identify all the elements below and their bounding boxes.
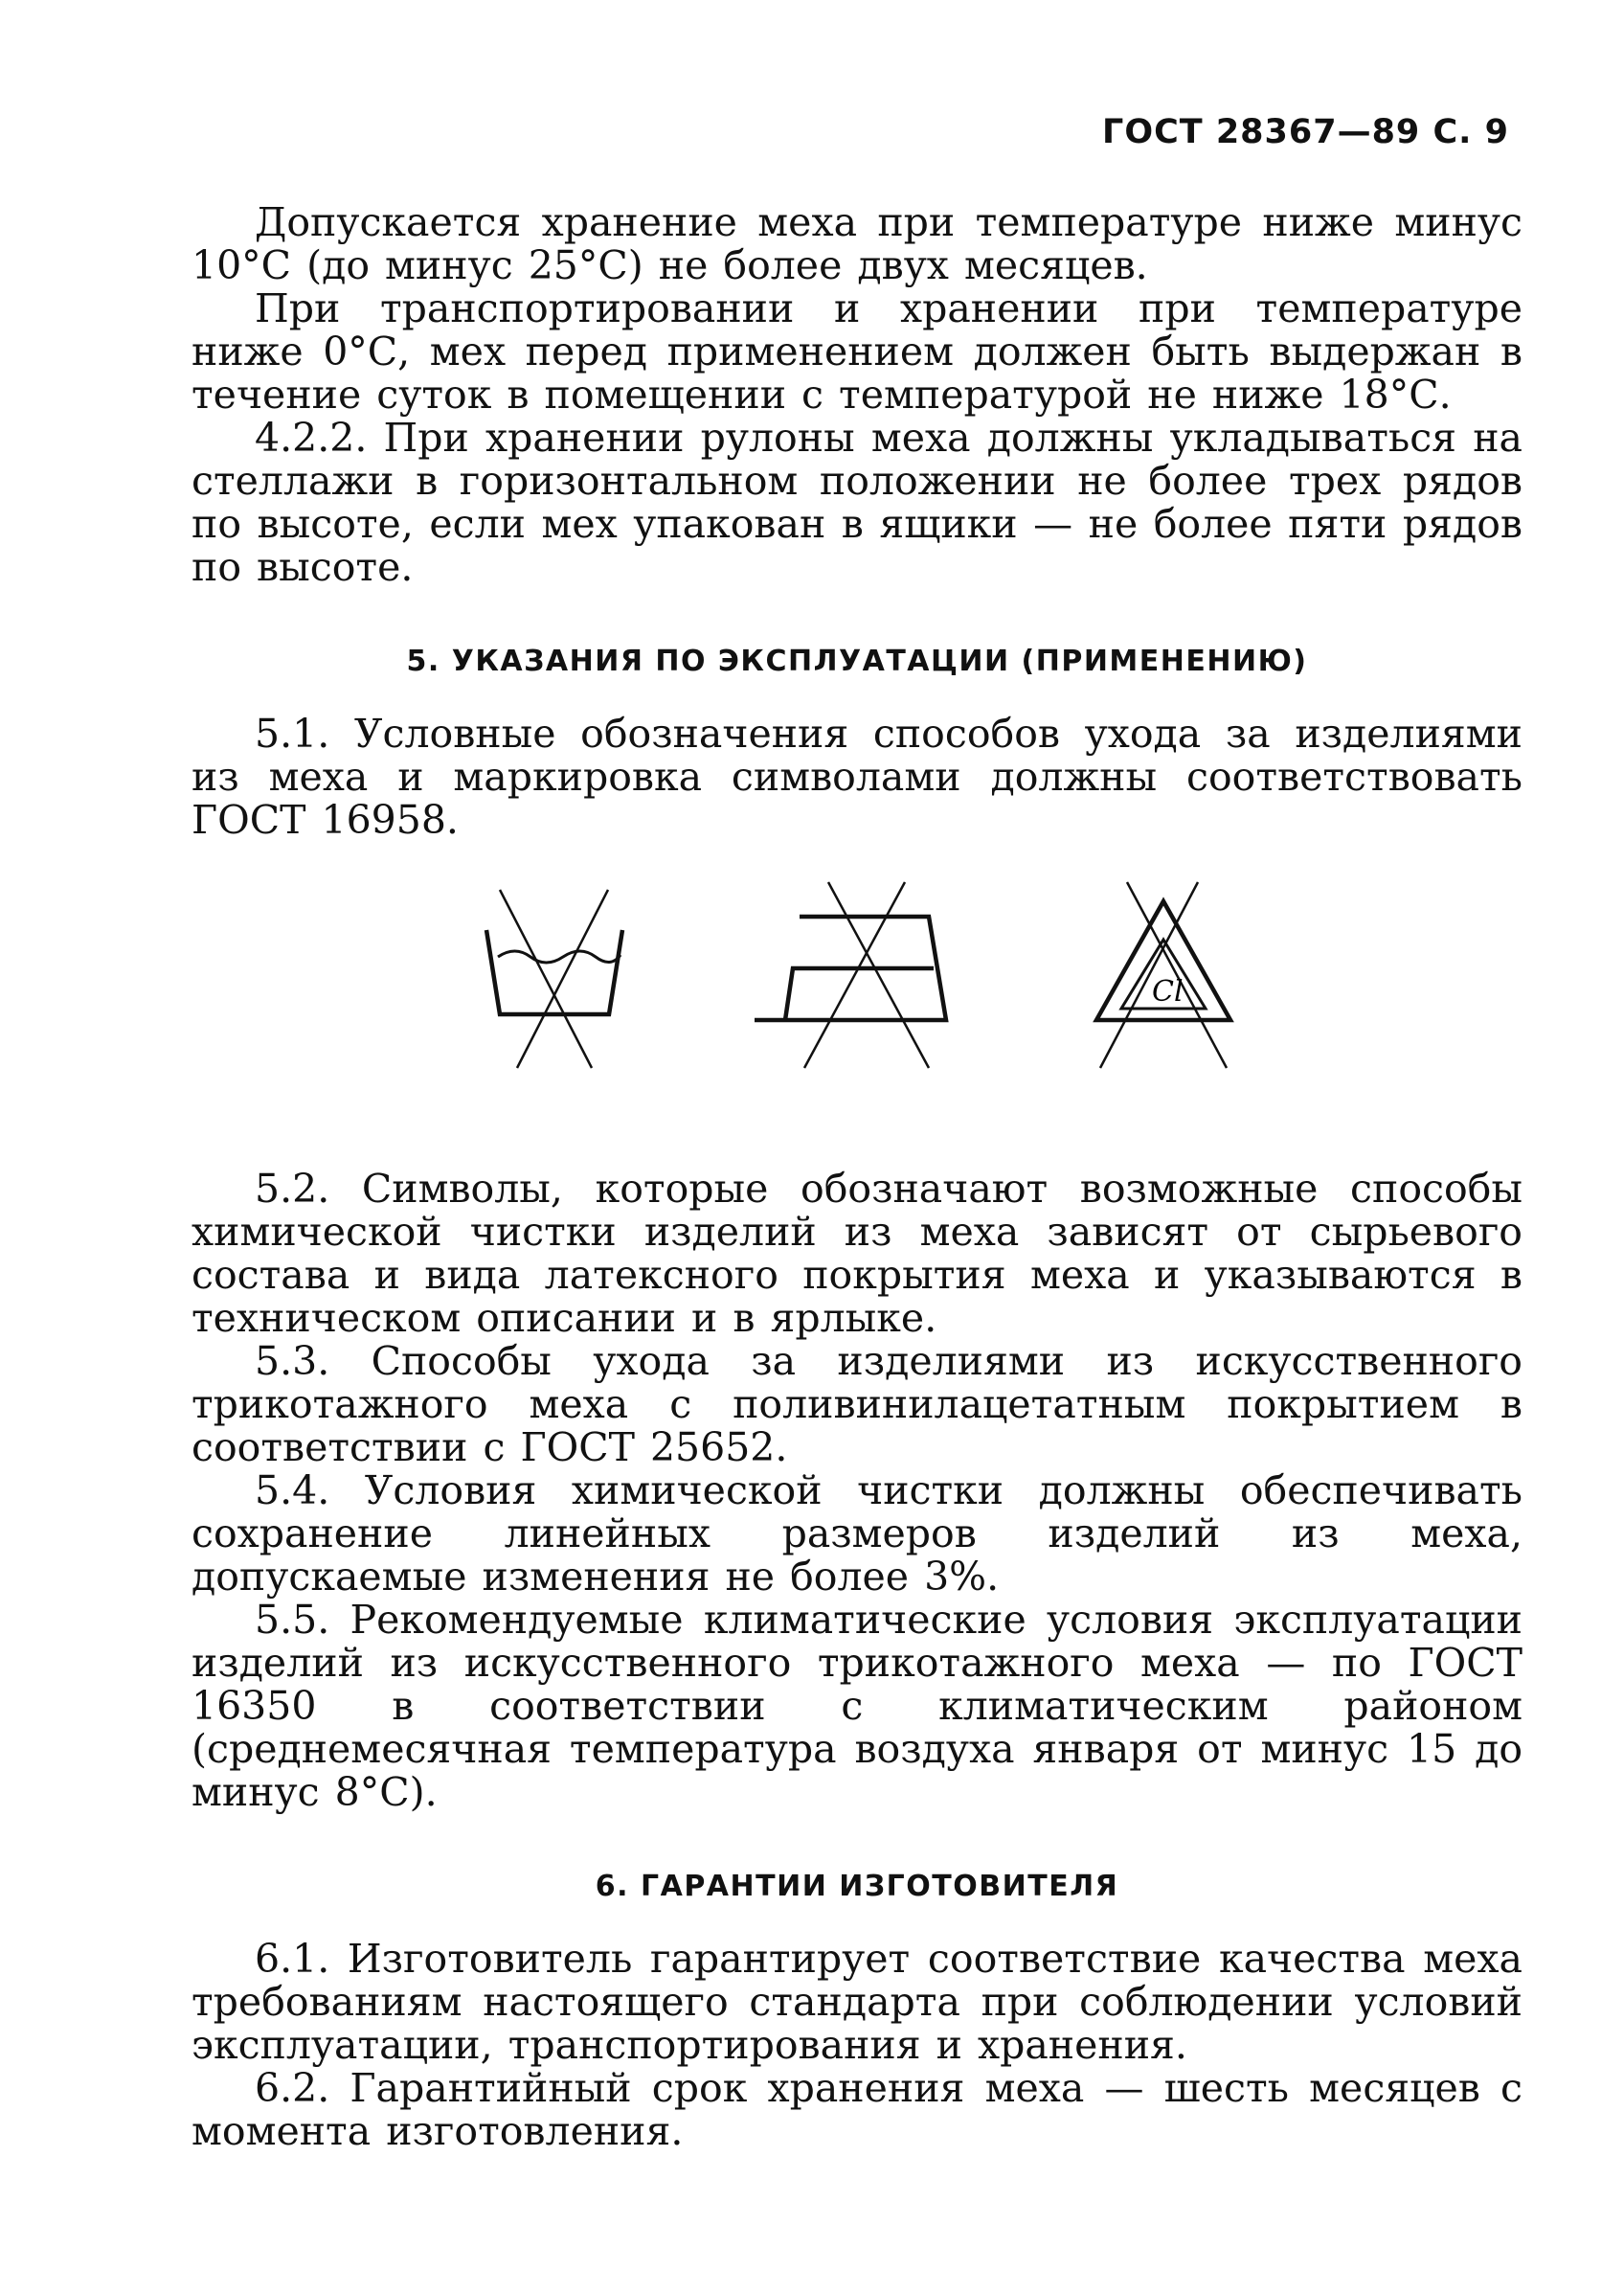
- section-6-title: 6. ГАРАНТИИ ИЗГОТОВИТЕЛЯ: [595, 1870, 1119, 1903]
- paragraph-6-1: 6.1. Изготовитель гарантирует соответствие качества меха требованиям настоящего стандарта при соблюдении условий эксплуатации, транспортирования и хранения.: [192, 1936, 1522, 2068]
- paragraph-6-2: 6.2. Гарантийный срок хранения меха — шесть месяцев с момента изготовления.: [192, 2065, 1522, 2154]
- page-content: [192, 201, 1522, 2153]
- paragraph-5-3: 5.3. Способы ухода за изделиями из искусственного трикотажного меха с поливинилацетатным покрытием в соответствии с ГОСТ 25652.: [192, 1338, 1522, 1470]
- page-header: ГОСТ 28367—89 С. 9: [1102, 113, 1509, 151]
- chlorine-label: Cl: [1152, 975, 1184, 1009]
- crossed-wash-tub-icon: [479, 880, 632, 1072]
- paragraph-storage-temperature: Допускается хранение меха при температуре ниже минус 10°С (до минус 25°С) не более двух месяцев.: [192, 199, 1522, 288]
- paragraph-5-1: 5.1. Условные обозначения способов ухода за изделиями из меха и маркировка символами должны соответствовать ГОСТ 16958.: [192, 711, 1522, 843]
- paragraph-5-4: 5.4. Условия химической чистки должны обеспечивать сохранение линейных размеров изделий из меха, допускаемые изменения не более 3%.: [192, 1467, 1522, 1600]
- crossed-iron-icon: [747, 880, 967, 1072]
- paragraph-5-2: 5.2. Символы, которые обозначают возможные способы химической чистки изделий из меха зависят от сырьевого состава и вида латексного покрытия меха и указываются в техническом описании и в ярлыке.: [192, 1166, 1522, 1341]
- section-5-title: 5. УКАЗАНИЯ ПО ЭКСПЛУАТАЦИИ (ПРИМЕНЕНИЮ): [406, 645, 1308, 678]
- care-symbols: [192, 880, 1522, 1129]
- paragraph-transport-conditions: При транспортировании и хранении при температуре ниже 0°С, мех перед применением должен быть выдержан в течение суток в помещении с температурой не ниже 18°С.: [192, 285, 1522, 418]
- paragraph-4-2-2: 4.2.2. При хранении рулоны меха должны укладываться на стеллажи в горизонтальном положении не более трех рядов по высоте, если мех упакован в ящики — не более пяти рядов по высоте.: [192, 415, 1522, 590]
- crossed-chlorine-triangle-icon: [1087, 880, 1240, 1072]
- paragraph-5-5: 5.5. Рекомендуемые климатические условия эксплуатации изделий из искусственного трикотажного меха — по ГОСТ 16350 в соответствии с климатическим районом (среднемесячная температура воздуха января от минус 15 до минус 8°С).: [192, 1597, 1522, 1815]
